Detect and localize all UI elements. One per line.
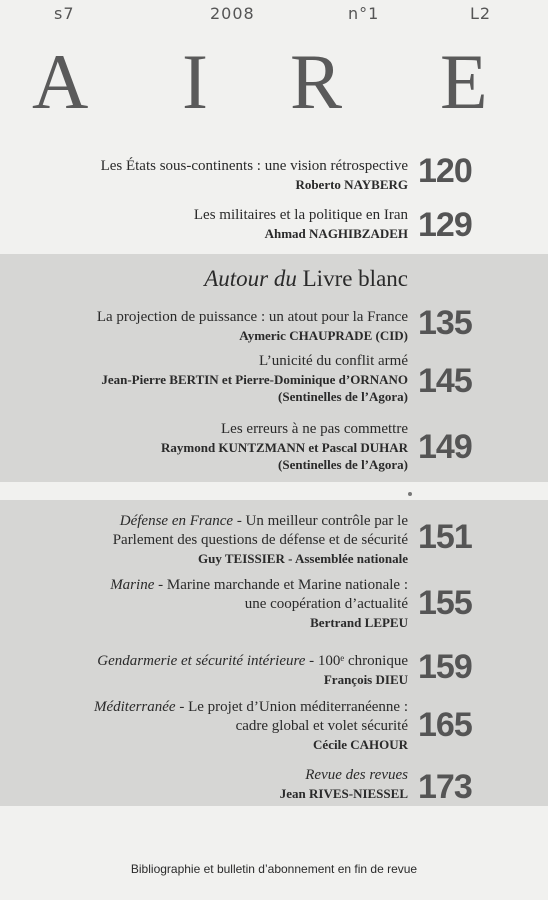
toc-entry — [280, 766, 408, 802]
page-number: 135 — [418, 304, 472, 342]
entry-title: Les États sous-continents : une vision rétrospective — [100, 158, 408, 174]
masthead — [0, 38, 548, 125]
footer-note: Bibliographie et bulletin d’abonnement en fin de revue — [130, 862, 418, 876]
masthead-letter-r: R — [290, 38, 343, 125]
entry-title — [113, 512, 408, 531]
entry-rubric: Gendarmerie et sécurité intérieure — [97, 653, 306, 669]
entry-title — [94, 698, 408, 717]
section-title — [204, 266, 408, 292]
entry-author: Aymeric CHAUPRADE (CID) — [239, 328, 408, 343]
entry-title: La projection de puissance : un atout pour la France — [96, 309, 408, 325]
entry-author: Jean RIVES-NIESSEL — [279, 786, 408, 801]
entry-title — [280, 766, 408, 785]
entry-rubric: Défense en France — [119, 513, 234, 529]
toc-entry — [113, 512, 408, 567]
entry-author: Raymond KUNTZMANN et Pascal DUHAR — [161, 440, 408, 455]
entry-title-line1: - 100ᵉ chronique — [305, 653, 408, 669]
handwritten-note-number: n°1 — [348, 4, 380, 23]
handwritten-note-left: s7 — [54, 4, 75, 23]
entry-rubric: Marine — [110, 577, 155, 593]
separator-dot — [408, 492, 412, 496]
toc-entry — [101, 352, 408, 405]
toc-entry — [194, 206, 408, 242]
page-number: 173 — [418, 768, 472, 806]
page-number: 149 — [418, 428, 472, 466]
toc-entry — [97, 308, 408, 344]
page-number: 120 — [418, 152, 472, 190]
entry-title-line1: - Un meilleur contrôle par le — [233, 513, 408, 529]
masthead-letter-i: I — [182, 38, 208, 125]
entry-title — [110, 576, 408, 595]
toc-entry — [110, 576, 408, 631]
masthead-letter-a: A — [32, 38, 89, 125]
toc-entry — [94, 698, 408, 753]
page-number: 145 — [418, 362, 472, 400]
toc-entry — [97, 652, 408, 688]
entry-author: François DIEU — [323, 672, 408, 687]
entry-author-affiliation: (Sentinelles de l’Agora) — [278, 389, 408, 404]
entry-title-line2: cadre global et volet sécurité — [235, 718, 408, 734]
entry-title: Les militaires et la politique en Iran — [193, 207, 408, 223]
entry-rubric: Revue des revues — [305, 767, 408, 783]
entry-author: Jean-Pierre BERTIN et Pierre-Dominique d’ORNANO — [101, 372, 408, 387]
handwritten-note-right: L2 — [470, 4, 492, 23]
entry-title: Les erreurs à ne pas commettre — [221, 421, 408, 437]
page-number: 151 — [418, 518, 472, 556]
entry-title-line1: - Marine marchande et Marine nationale : — [154, 577, 408, 593]
page-number: 165 — [418, 706, 472, 744]
handwritten-note-year: 2008 — [210, 4, 255, 23]
entry-author: Cécile CAHOUR — [313, 737, 408, 752]
entry-author: Ahmad NAGHIBZADEH — [264, 226, 408, 241]
entry-title: L’unicité du conflit armé — [259, 353, 408, 369]
entry-author: Guy TEISSIER - Assemblée nationale — [198, 551, 408, 566]
entry-title-line2: une coopération d’actualité — [244, 596, 408, 612]
section-title-roman: Livre blanc — [302, 266, 408, 291]
page-number: 155 — [418, 584, 472, 622]
masthead-letter-e: E — [440, 38, 488, 125]
page-number: 129 — [418, 206, 472, 244]
entry-title — [97, 652, 408, 671]
entry-rubric: Méditerranée — [93, 699, 176, 715]
entry-title-line2: Parlement des questions de défense et de sécurité — [112, 532, 408, 548]
section-title-italic: Autour du — [204, 266, 297, 291]
entry-author-affiliation: (Sentinelles de l’Agora) — [278, 457, 408, 472]
entry-author: Roberto NAYBERG — [295, 177, 408, 192]
entry-author: Bertrand LEPEU — [310, 615, 408, 630]
entry-title-line1: - Le projet d’Union méditerranéenne : — [175, 699, 408, 715]
page-number: 159 — [418, 648, 472, 686]
toc-entry — [101, 157, 408, 193]
toc-entry — [161, 420, 408, 473]
